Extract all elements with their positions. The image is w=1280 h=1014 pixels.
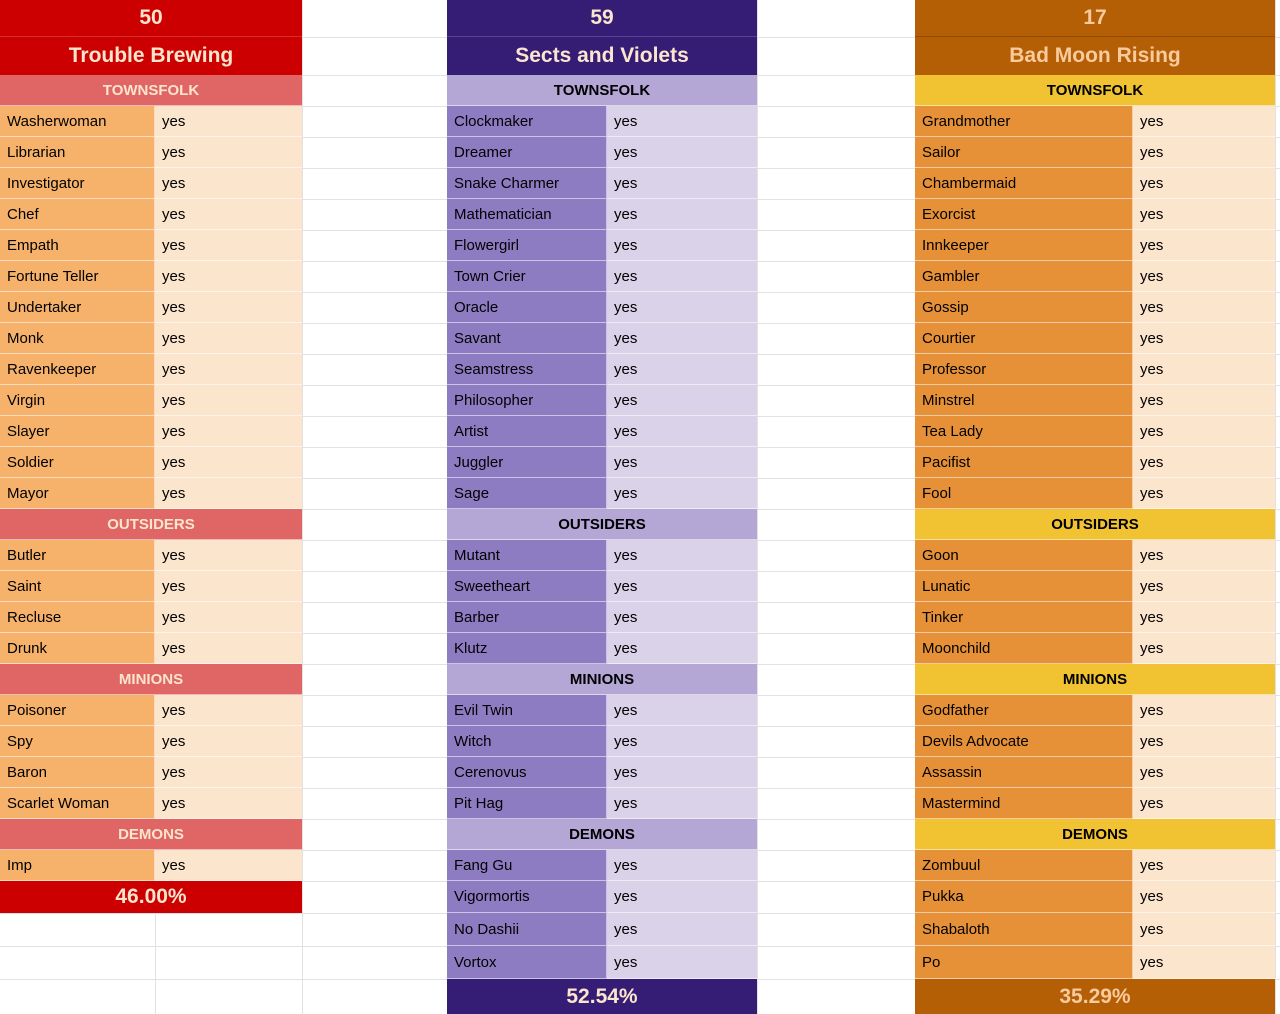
character-name-cell[interactable]: Innkeeper [915,230,1133,261]
character-name-cell[interactable]: Saint [0,571,155,602]
character-value-cell[interactable]: yes [607,913,757,946]
gridline [757,0,758,1014]
character-value-cell[interactable]: yes [607,447,757,478]
character-name-cell[interactable]: Pukka [915,881,1133,913]
character-name-cell[interactable]: Vortox [447,946,607,979]
character-value-cell[interactable]: yes [155,447,302,478]
character-name-cell[interactable]: Ravenkeeper [0,354,155,385]
section-header-demons[interactable]: DEMONS [915,819,1275,850]
character-value-cell[interactable]: yes [155,726,302,757]
character-name-cell[interactable]: Sweetheart [447,571,607,602]
character-name-cell[interactable]: Cerenovus [447,757,607,788]
section-header-outsiders[interactable]: OUTSIDERS [915,509,1275,540]
character-name-cell[interactable]: Courtier [915,323,1133,354]
character-value-cell[interactable]: yes [155,106,302,137]
character-value-cell[interactable]: yes [1133,230,1275,261]
character-name-cell[interactable]: Sage [447,478,607,509]
character-value-cell[interactable]: yes [1133,261,1275,292]
section-header-townsfolk[interactable]: TOWNSFOLK [915,75,1275,106]
character-name-cell[interactable]: Fool [915,478,1133,509]
character-value-cell[interactable]: yes [607,261,757,292]
character-name-cell[interactable]: Mayor [0,478,155,509]
character-name-cell[interactable]: Mastermind [915,788,1133,819]
section-header-demons[interactable]: DEMONS [447,819,757,850]
character-value-cell[interactable]: yes [155,168,302,199]
character-name-cell[interactable]: Shabaloth [915,913,1133,946]
character-name-cell[interactable]: Snake Charmer [447,168,607,199]
character-value-cell[interactable]: yes [155,757,302,788]
character-value-cell[interactable]: yes [607,633,757,664]
character-name-cell[interactable]: Poisoner [0,695,155,726]
character-value-cell[interactable]: yes [1133,602,1275,633]
character-value-cell[interactable]: yes [1133,850,1275,881]
character-name-cell[interactable]: Imp [0,850,155,881]
character-name-cell[interactable]: Philosopher [447,385,607,416]
character-name-cell[interactable]: Fang Gu [447,850,607,881]
character-name-cell[interactable]: Virgin [0,385,155,416]
character-name-cell[interactable]: Witch [447,726,607,757]
character-name-cell[interactable]: Minstrel [915,385,1133,416]
character-name-cell[interactable]: Savant [447,323,607,354]
character-name-cell[interactable]: Chef [0,199,155,230]
character-value-cell[interactable]: yes [607,168,757,199]
character-name-cell[interactable]: Oracle [447,292,607,323]
win-rate-cell[interactable]: 35.29% [915,979,1275,1014]
character-name-cell[interactable]: Vigormortis [447,881,607,913]
script-title-cell[interactable]: Trouble Brewing [0,37,302,75]
section-header-townsfolk[interactable]: TOWNSFOLK [0,75,302,106]
character-name-cell[interactable]: Grandmother [915,106,1133,137]
section-header-demons[interactable]: DEMONS [0,819,302,850]
character-value-cell[interactable]: yes [1133,913,1275,946]
character-value-cell[interactable]: yes [155,850,302,881]
character-name-cell[interactable]: Scarlet Woman [0,788,155,819]
section-header-townsfolk[interactable]: TOWNSFOLK [447,75,757,106]
character-name-cell[interactable]: Pacifist [915,447,1133,478]
character-name-cell[interactable]: Flowergirl [447,230,607,261]
character-value-cell[interactable]: yes [1133,881,1275,913]
games-count-cell[interactable]: 17 [915,0,1275,37]
win-rate-cell[interactable]: 52.54% [447,979,757,1014]
character-value-cell[interactable]: yes [1133,106,1275,137]
character-name-cell[interactable]: Pit Hag [447,788,607,819]
character-name-cell[interactable]: Fortune Teller [0,261,155,292]
character-value-cell[interactable]: yes [607,602,757,633]
character-value-cell[interactable]: yes [607,323,757,354]
character-value-cell[interactable]: yes [1133,292,1275,323]
character-name-cell[interactable]: Washerwoman [0,106,155,137]
character-name-cell[interactable]: Dreamer [447,137,607,168]
character-name-cell[interactable]: Lunatic [915,571,1133,602]
gridline [1275,0,1276,1014]
character-name-cell[interactable]: Mutant [447,540,607,571]
character-value-cell[interactable]: yes [607,726,757,757]
character-name-cell[interactable]: Moonchild [915,633,1133,664]
character-value-cell[interactable]: yes [155,199,302,230]
character-name-cell[interactable]: Godfather [915,695,1133,726]
character-value-cell[interactable]: yes [1133,633,1275,664]
character-value-cell[interactable]: yes [607,881,757,913]
character-value-cell[interactable]: yes [607,571,757,602]
character-name-cell[interactable]: Investigator [0,168,155,199]
character-name-cell[interactable]: Slayer [0,416,155,447]
character-value-cell[interactable]: yes [155,416,302,447]
character-value-cell[interactable]: yes [607,540,757,571]
section-header-minions[interactable]: MINIONS [915,664,1275,695]
section-header-minions[interactable]: MINIONS [447,664,757,695]
character-name-cell[interactable]: Devils Advocate [915,726,1133,757]
character-value-cell[interactable]: yes [607,416,757,447]
win-rate-cell[interactable]: 46.00% [0,881,302,913]
character-name-cell[interactable]: Exorcist [915,199,1133,230]
character-value-cell[interactable]: yes [155,230,302,261]
character-value-cell[interactable]: yes [155,633,302,664]
character-name-cell[interactable]: Zombuul [915,850,1133,881]
character-value-cell[interactable]: yes [155,137,302,168]
games-count-cell[interactable]: 50 [0,0,302,37]
character-name-cell[interactable]: Tinker [915,602,1133,633]
character-name-cell[interactable]: Librarian [0,137,155,168]
character-value-cell[interactable]: yes [607,757,757,788]
character-name-cell[interactable]: Barber [447,602,607,633]
character-name-cell[interactable]: Soldier [0,447,155,478]
character-name-cell[interactable]: Sailor [915,137,1133,168]
character-value-cell[interactable]: yes [1133,695,1275,726]
character-name-cell[interactable]: Evil Twin [447,695,607,726]
character-value-cell[interactable]: yes [1133,946,1275,979]
character-value-cell[interactable]: yes [155,385,302,416]
character-name-cell[interactable]: Professor [915,354,1133,385]
character-name-cell[interactable]: Seamstress [447,354,607,385]
script-title-cell[interactable]: Sects and Violets [447,37,757,75]
character-value-cell[interactable]: yes [155,323,302,354]
character-value-cell[interactable]: yes [607,292,757,323]
character-value-cell[interactable]: yes [607,230,757,261]
character-name-cell[interactable]: Spy [0,726,155,757]
gridline [302,0,303,1014]
character-value-cell[interactable]: yes [607,695,757,726]
character-name-cell[interactable]: Drunk [0,633,155,664]
character-value-cell[interactable]: yes [1133,540,1275,571]
character-value-cell[interactable]: yes [155,695,302,726]
section-header-outsiders[interactable]: OUTSIDERS [0,509,302,540]
character-value-cell[interactable]: yes [1133,199,1275,230]
character-value-cell[interactable]: yes [1133,447,1275,478]
character-value-cell[interactable]: yes [1133,478,1275,509]
character-value-cell[interactable]: yes [607,946,757,979]
character-value-cell[interactable]: yes [155,292,302,323]
character-name-cell[interactable]: Baron [0,757,155,788]
character-value-cell[interactable]: yes [1133,726,1275,757]
character-value-cell[interactable]: yes [607,106,757,137]
character-name-cell[interactable]: Po [915,946,1133,979]
character-value-cell[interactable]: yes [155,354,302,385]
character-name-cell[interactable]: Gambler [915,261,1133,292]
character-value-cell[interactable]: yes [607,137,757,168]
character-name-cell[interactable]: Assassin [915,757,1133,788]
character-name-cell[interactable]: Tea Lady [915,416,1133,447]
character-value-cell[interactable]: yes [1133,757,1275,788]
character-value-cell[interactable]: yes [607,385,757,416]
character-value-cell[interactable]: yes [1133,168,1275,199]
character-value-cell[interactable]: yes [607,478,757,509]
character-name-cell[interactable]: Town Crier [447,261,607,292]
character-name-cell[interactable]: Chambermaid [915,168,1133,199]
character-value-cell[interactable]: yes [155,602,302,633]
character-name-cell[interactable]: Butler [0,540,155,571]
character-value-cell[interactable]: yes [1133,385,1275,416]
character-name-cell[interactable]: Clockmaker [447,106,607,137]
character-name-cell[interactable]: Recluse [0,602,155,633]
character-value-cell[interactable]: yes [607,199,757,230]
character-name-cell[interactable]: Gossip [915,292,1133,323]
character-value-cell[interactable]: yes [1133,137,1275,168]
character-name-cell[interactable]: Artist [447,416,607,447]
character-name-cell[interactable]: Empath [0,230,155,261]
character-name-cell[interactable]: Juggler [447,447,607,478]
games-count-cell[interactable]: 59 [447,0,757,37]
character-value-cell[interactable]: yes [155,540,302,571]
character-name-cell[interactable]: Monk [0,323,155,354]
character-value-cell[interactable]: yes [607,788,757,819]
character-name-cell[interactable]: Undertaker [0,292,155,323]
character-value-cell[interactable]: yes [155,261,302,292]
script-title-cell[interactable]: Bad Moon Rising [915,37,1275,75]
character-value-cell[interactable]: yes [607,354,757,385]
character-name-cell[interactable]: Goon [915,540,1133,571]
character-value-cell[interactable]: yes [1133,788,1275,819]
character-name-cell[interactable]: No Dashii [447,913,607,946]
character-value-cell[interactable]: yes [155,788,302,819]
character-value-cell[interactable]: yes [1133,323,1275,354]
section-header-outsiders[interactable]: OUTSIDERS [447,509,757,540]
character-name-cell[interactable]: Mathematician [447,199,607,230]
character-value-cell[interactable]: yes [1133,571,1275,602]
character-value-cell[interactable]: yes [1133,416,1275,447]
character-value-cell[interactable]: yes [155,478,302,509]
character-value-cell[interactable]: yes [607,850,757,881]
character-name-cell[interactable]: Klutz [447,633,607,664]
section-header-minions[interactable]: MINIONS [0,664,302,695]
character-value-cell[interactable]: yes [1133,354,1275,385]
character-value-cell[interactable]: yes [155,571,302,602]
